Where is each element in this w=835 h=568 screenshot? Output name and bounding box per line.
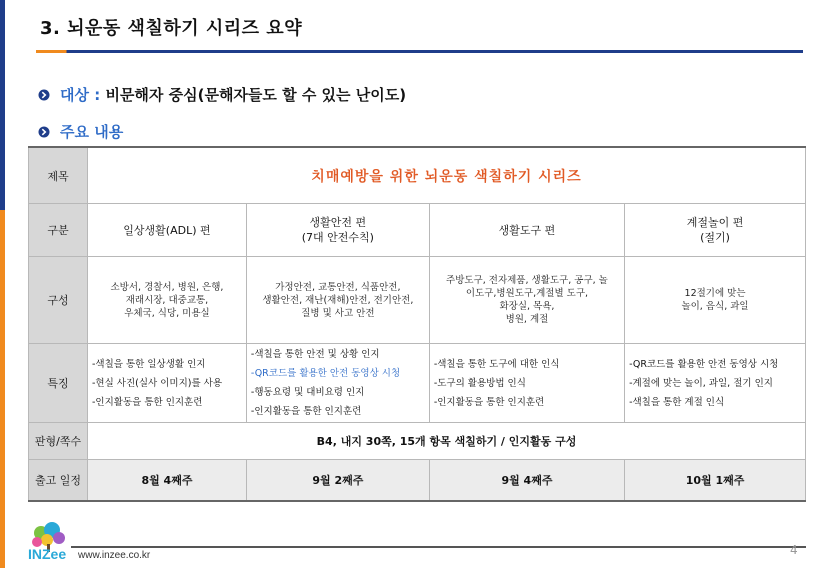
table-row-features	[29, 344, 806, 423]
page-title: 3. 뇌운동 색칠하기 시리즈 요약	[40, 18, 303, 39]
table-row-composition	[29, 257, 806, 344]
category-cell	[88, 204, 247, 257]
feature-item: -인지활동을 통한 인지훈련	[433, 396, 545, 408]
table-row-release	[29, 460, 806, 502]
composition-cell	[246, 257, 429, 344]
category-line: 일상생활(ADL) 편	[123, 223, 211, 237]
composition-line: 소방서, 경찰서, 병원, 은행,	[110, 281, 224, 293]
release-date: 9월 2째주	[246, 460, 429, 502]
category-line: 생활안전 편	[309, 216, 367, 229]
feature-item: -색칠을 통한 안전 및 상황 인지	[250, 349, 380, 360]
feature-item: -도구의 활용방법 인식	[433, 377, 526, 389]
left-accent-bar-navy	[0, 0, 5, 210]
table-row-title	[29, 147, 806, 204]
row-header-composition: 구성	[29, 257, 88, 344]
row-header-features: 특징	[29, 344, 88, 423]
category-cell	[625, 204, 806, 257]
category-line: 계절놀이 편	[686, 216, 744, 229]
website-url: www.inzee.co.kr	[78, 550, 151, 561]
category-line: (7대 안전수칙)	[301, 231, 374, 244]
features-cell	[246, 344, 429, 423]
features-cell	[429, 344, 624, 423]
composition-line: 생활안전, 재난(재해)안전, 전기안전,	[262, 294, 414, 306]
features-cell	[625, 344, 806, 423]
category-cell	[429, 204, 624, 257]
category-cell	[246, 204, 429, 257]
main-content-label: 주요 내용	[60, 123, 124, 141]
composition-line: 주방도구, 전자제품, 생활도구, 공구, 놀	[446, 275, 608, 286]
feature-item: -인지활동을 통한 인지훈련	[92, 396, 203, 408]
feature-item-highlight: -QR코드를 활용한 안전 동영상 시청	[250, 368, 401, 379]
composition-line: 우체국, 식당, 미용실	[124, 307, 210, 319]
table-row-format	[29, 423, 806, 460]
target-label: 대상 :	[60, 86, 101, 104]
series-summary-table	[28, 146, 806, 502]
composition-line: 병원, 계절	[505, 314, 549, 325]
target-value: 비문해자 중심(문해자들도 할 수 있는 난이도)	[105, 86, 407, 104]
composition-cell	[429, 257, 624, 344]
category-line: 생활도구 편	[498, 223, 556, 237]
table-row-category	[29, 204, 806, 257]
feature-item: -행동요령 및 대비요령 인지	[250, 387, 365, 398]
bullet-icon	[38, 126, 50, 138]
target-line	[60, 84, 406, 105]
category-line: (절기)	[700, 231, 730, 244]
composition-line: 가정안전, 교통안전, 식품안전,	[275, 281, 401, 293]
feature-item: -색칠을 통한 일상생활 인지	[92, 358, 206, 370]
page-number: 4	[790, 543, 798, 557]
feature-item: -계절에 맞는 놀이, 과일, 절기 인지	[629, 377, 773, 389]
bullet-icon	[38, 89, 50, 101]
series-title: 치매예방을 위한 뇌운동 색칠하기 시리즈	[311, 168, 582, 185]
row-header-format: 판형/쪽수	[29, 423, 88, 460]
title-underline	[36, 50, 803, 53]
composition-line: 질병 및 사고 안전	[301, 307, 375, 319]
composition-line: 재래시장, 대중교통,	[125, 294, 209, 306]
feature-item: -색칠을 통한 계절 인식	[629, 396, 725, 408]
composition-line: 화장실, 목욕,	[499, 301, 555, 312]
release-date: 8월 4째주	[88, 460, 247, 502]
release-date: 10월 1째주	[625, 460, 806, 502]
features-cell	[88, 344, 247, 423]
composition-cell	[625, 257, 806, 344]
row-header-category: 구분	[29, 204, 88, 257]
release-date: 9월 4째주	[429, 460, 624, 502]
composition-line: 놀이, 음식, 과일	[681, 301, 749, 312]
brand-name: INZee	[28, 546, 67, 562]
feature-item: -현실 사진(실사 이미지)를 사용	[92, 377, 223, 389]
composition-line: 이도구,병원도구,계절별 도구,	[465, 288, 589, 299]
left-accent-bar-orange	[0, 210, 5, 568]
row-header-title: 제목	[29, 147, 88, 204]
format-value: B4, 내지 30쪽, 15개 항목 색칠하기 / 인지활동 구성	[88, 423, 806, 460]
composition-line: 12절기에 맞는	[684, 288, 746, 299]
feature-item: -인지활동을 통한 인지훈련	[250, 406, 362, 417]
composition-cell	[88, 257, 247, 344]
feature-item: -QR코드를 활용한 안전 동영상 시청	[629, 358, 779, 370]
footer-divider	[71, 546, 806, 548]
row-header-release: 출고 일정	[29, 460, 88, 502]
feature-item: -색칠을 통한 도구에 대한 인식	[433, 358, 560, 370]
left-accent-bar	[0, 0, 5, 568]
